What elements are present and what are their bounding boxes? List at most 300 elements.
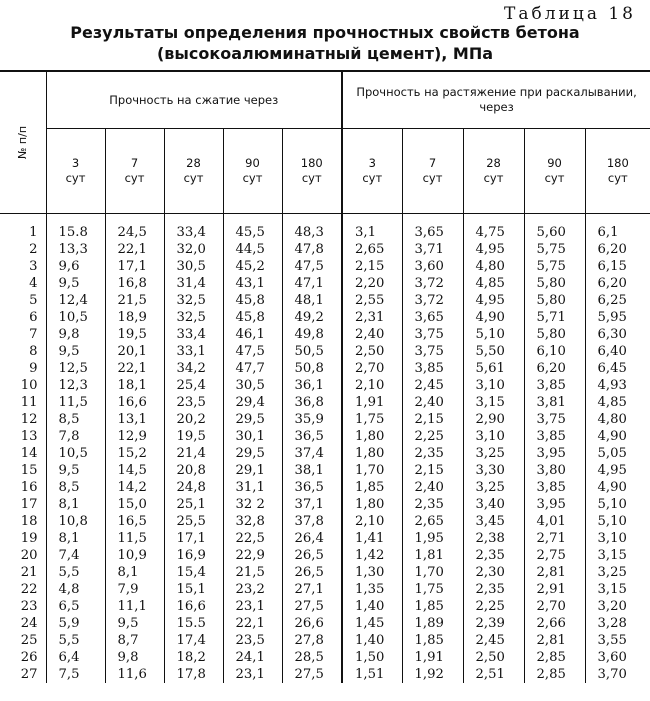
value-cell: 6,20 (585, 241, 650, 258)
value-cell: 9,8 (105, 649, 164, 666)
table-row (0, 581, 650, 598)
title-line-2: (высокоалюминатный цемент), МПа (156, 44, 494, 63)
row-number-cell: 13 (20, 429, 38, 444)
value-cell: 1,41 (342, 530, 402, 547)
value-cell: 14,5 (105, 462, 164, 479)
value-cell: 15.8 (46, 214, 105, 242)
table-row (0, 598, 650, 615)
value-cell: 16,5 (105, 513, 164, 530)
value-cell: 1,40 (342, 632, 402, 649)
table-row (0, 666, 650, 683)
row-number-cell: 2 (29, 242, 38, 257)
value-cell: 17,1 (164, 530, 223, 547)
value-cell: 2,91 (524, 581, 585, 598)
value-cell: 5,95 (585, 309, 650, 326)
value-cell: 7,5 (46, 666, 105, 683)
value-cell: 2,81 (524, 564, 585, 581)
value-cell: 6,4 (46, 649, 105, 666)
value-cell: 22,1 (105, 241, 164, 258)
value-cell: 11,6 (105, 666, 164, 683)
value-cell: 15,1 (164, 581, 223, 598)
value-cell: 32 2 (223, 496, 282, 513)
value-cell: 12,3 (46, 377, 105, 394)
value-cell: 28,5 (282, 649, 342, 666)
subheader-col-8 (524, 129, 585, 214)
table-title (0, 22, 650, 64)
value-cell: 8,7 (105, 632, 164, 649)
compression-group-header: Прочность на сжатие через (46, 71, 342, 129)
value-cell: 2,85 (524, 666, 585, 683)
table-row (0, 530, 650, 547)
value-cell: 43,1 (223, 275, 282, 292)
value-cell: 9,5 (46, 343, 105, 360)
value-cell: 45,2 (223, 258, 282, 275)
value-cell: 2,45 (463, 632, 524, 649)
value-cell: 19,5 (164, 428, 223, 445)
value-cell: 9,5 (46, 275, 105, 292)
value-cell: 2,15 (402, 411, 463, 428)
value-cell: 2,35 (402, 496, 463, 513)
value-cell: 30,5 (223, 377, 282, 394)
value-cell: 15,2 (105, 445, 164, 462)
value-cell: 4,93 (585, 377, 650, 394)
row-number-cell: 9 (29, 361, 38, 376)
value-cell: 50,5 (282, 343, 342, 360)
value-cell: 3,75 (402, 326, 463, 343)
value-cell: 8,1 (46, 496, 105, 513)
value-cell: 21,5 (105, 292, 164, 309)
subheader-col-1 (105, 129, 164, 214)
row-number-cell: 15 (20, 463, 38, 478)
value-cell: 47,1 (282, 275, 342, 292)
row-number-cell: 14 (20, 446, 38, 461)
value-cell: 3,10 (585, 530, 650, 547)
value-cell: 30,1 (223, 428, 282, 445)
value-cell: 8,1 (105, 564, 164, 581)
value-cell: 3,25 (585, 564, 650, 581)
value-cell: 5,61 (463, 360, 524, 377)
subheader-days: 3 (368, 156, 376, 170)
table-row (0, 615, 650, 632)
value-cell: 20,2 (164, 411, 223, 428)
value-cell: 1,85 (402, 598, 463, 615)
value-cell: 3,80 (524, 462, 585, 479)
subheader-unit: сут (544, 171, 565, 185)
value-cell: 15.5 (164, 615, 223, 632)
value-cell: 3,15 (585, 547, 650, 564)
value-cell: 36,5 (282, 428, 342, 445)
table-row (0, 649, 650, 666)
subheader-unit: сут (362, 171, 383, 185)
row-number-cell: 22 (20, 582, 38, 597)
value-cell: 21,5 (223, 564, 282, 581)
value-cell: 6,20 (524, 360, 585, 377)
value-cell: 48,1 (282, 292, 342, 309)
value-cell: 12,5 (46, 360, 105, 377)
value-cell: 22,1 (105, 360, 164, 377)
value-cell: 3,85 (402, 360, 463, 377)
value-cell: 34,2 (164, 360, 223, 377)
value-cell: 45,8 (223, 292, 282, 309)
value-cell: 46,1 (223, 326, 282, 343)
value-cell: 1,40 (342, 598, 402, 615)
value-cell: 4,90 (585, 428, 650, 445)
value-cell: 3,65 (402, 214, 463, 242)
table-row (0, 411, 650, 428)
value-cell: 47,8 (282, 241, 342, 258)
value-cell: 5,10 (585, 496, 650, 513)
value-cell: 48,3 (282, 214, 342, 242)
value-cell: 3,15 (585, 581, 650, 598)
value-cell: 6,40 (585, 343, 650, 360)
value-cell: 29,4 (223, 394, 282, 411)
value-cell: 12,4 (46, 292, 105, 309)
table-row (0, 445, 650, 462)
value-cell: 27,8 (282, 632, 342, 649)
subheader-days: 28 (186, 156, 201, 170)
value-cell: 16,6 (105, 394, 164, 411)
value-cell: 4,90 (585, 479, 650, 496)
value-cell: 13,1 (105, 411, 164, 428)
value-cell: 4,90 (463, 309, 524, 326)
subheader-unit: сут (483, 171, 504, 185)
value-cell: 4,85 (585, 394, 650, 411)
value-cell: 36,5 (282, 479, 342, 496)
value-cell: 5,75 (524, 241, 585, 258)
subheader-days: 90 (245, 156, 260, 170)
table-number-label: Таблица 18 (504, 4, 636, 24)
row-number-cell: 6 (29, 310, 38, 325)
value-cell: 5,10 (463, 326, 524, 343)
value-cell: 3,1 (342, 214, 402, 242)
value-cell: 2,10 (342, 377, 402, 394)
value-cell: 1,50 (342, 649, 402, 666)
subheader-unit: сут (65, 171, 86, 185)
value-cell: 6,30 (585, 326, 650, 343)
tension-group-header: Прочность на растяжение при раскалывании, через (342, 71, 650, 129)
value-cell: 22,5 (223, 530, 282, 547)
value-cell: 29,5 (223, 445, 282, 462)
value-cell: 2,81 (524, 632, 585, 649)
value-cell: 1,42 (342, 547, 402, 564)
value-cell: 23,1 (223, 598, 282, 615)
title-line-1: Результаты определения прочностных свойств бетона (70, 23, 580, 42)
value-cell: 2,40 (402, 394, 463, 411)
value-cell: 26,4 (282, 530, 342, 547)
value-cell: 9,5 (105, 615, 164, 632)
value-cell: 32,8 (223, 513, 282, 530)
value-cell: 24,5 (105, 214, 164, 242)
row-number-cell: 8 (29, 344, 38, 359)
subheader-days: 180 (606, 156, 629, 170)
value-cell: 5,80 (524, 326, 585, 343)
row-number-cell: 18 (20, 514, 38, 529)
value-cell: 1,75 (402, 581, 463, 598)
table-row (0, 258, 650, 275)
value-cell: 33,1 (164, 343, 223, 360)
value-cell: 3,60 (585, 649, 650, 666)
subheader-col-7 (463, 129, 524, 214)
value-cell: 2,25 (402, 428, 463, 445)
value-cell: 1,91 (402, 649, 463, 666)
value-cell: 36,1 (282, 377, 342, 394)
value-cell: 13,3 (46, 241, 105, 258)
value-cell: 4,95 (585, 462, 650, 479)
value-cell: 15,4 (164, 564, 223, 581)
value-cell: 33,4 (164, 326, 223, 343)
value-cell: 5,71 (524, 309, 585, 326)
value-cell: 49,8 (282, 326, 342, 343)
value-cell: 27,1 (282, 581, 342, 598)
value-cell: 25,5 (164, 513, 223, 530)
value-cell: 3,10 (463, 428, 524, 445)
row-number-cell: 16 (20, 480, 38, 495)
table-row (0, 394, 650, 411)
value-cell: 1,92 (402, 666, 463, 683)
subheader-unit: сут (607, 171, 628, 185)
value-cell: 6,10 (524, 343, 585, 360)
value-cell: 3,10 (463, 377, 524, 394)
value-cell: 49,2 (282, 309, 342, 326)
value-cell: 20,8 (164, 462, 223, 479)
value-cell: 32,0 (164, 241, 223, 258)
subheader-days: 28 (486, 156, 501, 170)
value-cell: 11,5 (105, 530, 164, 547)
value-cell: 3,45 (463, 513, 524, 530)
value-cell: 5,10 (585, 513, 650, 530)
row-number-cell: 19 (20, 531, 38, 546)
subheader-unit: сут (124, 171, 145, 185)
value-cell: 17,4 (164, 632, 223, 649)
row-number-cell: 23 (20, 599, 38, 614)
value-cell: 6,20 (585, 275, 650, 292)
value-cell: 11,1 (105, 598, 164, 615)
value-cell: 2,65 (402, 513, 463, 530)
subheader-days: 7 (428, 156, 437, 170)
value-cell: 33,4 (164, 214, 223, 242)
value-cell: 5,80 (524, 292, 585, 309)
value-cell: 1,35 (342, 581, 402, 598)
subheader-unit: сут (301, 171, 322, 185)
strength-table (0, 70, 650, 683)
value-cell: 27,5 (282, 666, 342, 683)
value-cell: 47,7 (223, 360, 282, 377)
value-cell: 26,6 (282, 615, 342, 632)
value-cell: 2,15 (342, 258, 402, 275)
value-cell: 16,8 (105, 275, 164, 292)
row-number-cell: 24 (20, 616, 38, 631)
value-cell: 32,5 (164, 309, 223, 326)
value-cell: 31,1 (223, 479, 282, 496)
value-cell: 1,80 (342, 445, 402, 462)
value-cell: 1,80 (342, 428, 402, 445)
value-cell: 3,72 (402, 292, 463, 309)
subheader-days: 3 (71, 156, 80, 170)
value-cell: 30,5 (164, 258, 223, 275)
value-cell: 2,35 (463, 547, 524, 564)
value-cell: 25,1 (164, 496, 223, 513)
value-cell: 3,15 (463, 394, 524, 411)
value-cell: 1,75 (342, 411, 402, 428)
value-cell: 23,2 (223, 581, 282, 598)
value-cell: 10,8 (46, 513, 105, 530)
subheader-col-0 (46, 129, 105, 214)
table-row (0, 632, 650, 649)
value-cell: 6,45 (585, 360, 650, 377)
subheader-unit: сут (242, 171, 263, 185)
value-cell: 4,95 (463, 241, 524, 258)
value-cell: 17,8 (164, 666, 223, 683)
value-cell: 6,1 (585, 214, 650, 242)
value-cell: 10,5 (46, 309, 105, 326)
subheader-col-6 (402, 129, 463, 214)
value-cell: 5,75 (524, 258, 585, 275)
value-cell: 5,5 (46, 632, 105, 649)
value-cell: 9,8 (46, 326, 105, 343)
value-cell: 2,10 (342, 513, 402, 530)
value-cell: 37,4 (282, 445, 342, 462)
value-cell: 4,80 (463, 258, 524, 275)
value-cell: 5,80 (524, 275, 585, 292)
value-cell: 1,91 (342, 394, 402, 411)
value-cell: 2,51 (463, 666, 524, 683)
value-cell: 5,60 (524, 214, 585, 242)
subheader-unit: сут (183, 171, 204, 185)
value-cell: 3,65 (402, 309, 463, 326)
value-cell: 31,4 (164, 275, 223, 292)
value-cell: 6,5 (46, 598, 105, 615)
value-cell: 23,1 (223, 666, 282, 683)
table-row (0, 564, 650, 581)
value-cell: 1,51 (342, 666, 402, 683)
value-cell: 2,35 (463, 581, 524, 598)
value-cell: 3,72 (402, 275, 463, 292)
subheader-unit: сут (422, 171, 443, 185)
value-cell: 2,70 (342, 360, 402, 377)
value-cell: 2,50 (342, 343, 402, 360)
value-cell: 50,8 (282, 360, 342, 377)
table-row (0, 343, 650, 360)
value-cell: 6,25 (585, 292, 650, 309)
value-cell: 2,66 (524, 615, 585, 632)
row-number-cell: 5 (29, 293, 38, 308)
value-cell: 2,40 (402, 479, 463, 496)
value-cell: 1,80 (342, 496, 402, 513)
value-cell: 37,8 (282, 513, 342, 530)
value-cell: 1,85 (402, 632, 463, 649)
value-cell: 4,01 (524, 513, 585, 530)
table-row (0, 241, 650, 258)
value-cell: 2,50 (463, 649, 524, 666)
value-cell: 45,5 (223, 214, 282, 242)
value-cell: 17,1 (105, 258, 164, 275)
value-cell: 27,5 (282, 598, 342, 615)
table-row (0, 377, 650, 394)
row-number-cell: 20 (20, 548, 38, 563)
value-cell: 29,5 (223, 411, 282, 428)
value-cell: 3,71 (402, 241, 463, 258)
value-cell: 18,1 (105, 377, 164, 394)
value-cell: 22,9 (223, 547, 282, 564)
value-cell: 3,85 (524, 479, 585, 496)
value-cell: 4,85 (463, 275, 524, 292)
value-cell: 23,5 (164, 394, 223, 411)
row-number-cell: 1 (29, 225, 38, 240)
value-cell: 11,5 (46, 394, 105, 411)
value-cell: 18,2 (164, 649, 223, 666)
value-cell: 2,75 (524, 547, 585, 564)
value-cell: 20,1 (105, 343, 164, 360)
value-cell: 3,75 (402, 343, 463, 360)
value-cell: 3,85 (524, 377, 585, 394)
row-number-cell: 10 (20, 378, 38, 393)
value-cell: 5,5 (46, 564, 105, 581)
value-cell: 10,5 (46, 445, 105, 462)
value-cell: 6,15 (585, 258, 650, 275)
value-cell: 2,30 (463, 564, 524, 581)
value-cell: 2,90 (463, 411, 524, 428)
value-cell: 2,65 (342, 241, 402, 258)
table-row (0, 326, 650, 343)
value-cell: 44,5 (223, 241, 282, 258)
value-cell: 2,70 (524, 598, 585, 615)
value-cell: 1,45 (342, 615, 402, 632)
value-cell: 4,95 (463, 292, 524, 309)
row-number-cell: 21 (20, 565, 38, 580)
value-cell: 2,31 (342, 309, 402, 326)
value-cell: 18,9 (105, 309, 164, 326)
table-row (0, 547, 650, 564)
value-cell: 3,25 (463, 445, 524, 462)
value-cell: 15,0 (105, 496, 164, 513)
value-cell: 7,4 (46, 547, 105, 564)
value-cell: 47,5 (282, 258, 342, 275)
value-cell: 3,75 (524, 411, 585, 428)
table-row (0, 292, 650, 309)
value-cell: 1,70 (342, 462, 402, 479)
value-cell: 5,05 (585, 445, 650, 462)
row-number-cell: 17 (20, 497, 38, 512)
value-cell: 22,1 (223, 615, 282, 632)
table-row (0, 275, 650, 292)
value-cell: 1,30 (342, 564, 402, 581)
value-cell: 1,81 (402, 547, 463, 564)
value-cell: 29,1 (223, 462, 282, 479)
value-cell: 2,40 (342, 326, 402, 343)
value-cell: 8,5 (46, 479, 105, 496)
subheader-col-2 (164, 129, 223, 214)
value-cell: 26,5 (282, 564, 342, 581)
row-number-cell: 11 (20, 395, 38, 410)
value-cell: 3,95 (524, 496, 585, 513)
value-cell: 2,25 (463, 598, 524, 615)
subheader-days: 7 (130, 156, 139, 170)
table-row (0, 513, 650, 530)
subheader-days: 90 (547, 156, 562, 170)
value-cell: 37,1 (282, 496, 342, 513)
value-cell: 3,55 (585, 632, 650, 649)
value-cell: 2,35 (402, 445, 463, 462)
value-cell: 2,55 (342, 292, 402, 309)
value-cell: 3,28 (585, 615, 650, 632)
table-row (0, 309, 650, 326)
value-cell: 7,9 (105, 581, 164, 598)
value-cell: 7,8 (46, 428, 105, 445)
value-cell: 35,9 (282, 411, 342, 428)
table-body (0, 214, 650, 684)
value-cell: 36,8 (282, 394, 342, 411)
subheader-col-3 (223, 129, 282, 214)
